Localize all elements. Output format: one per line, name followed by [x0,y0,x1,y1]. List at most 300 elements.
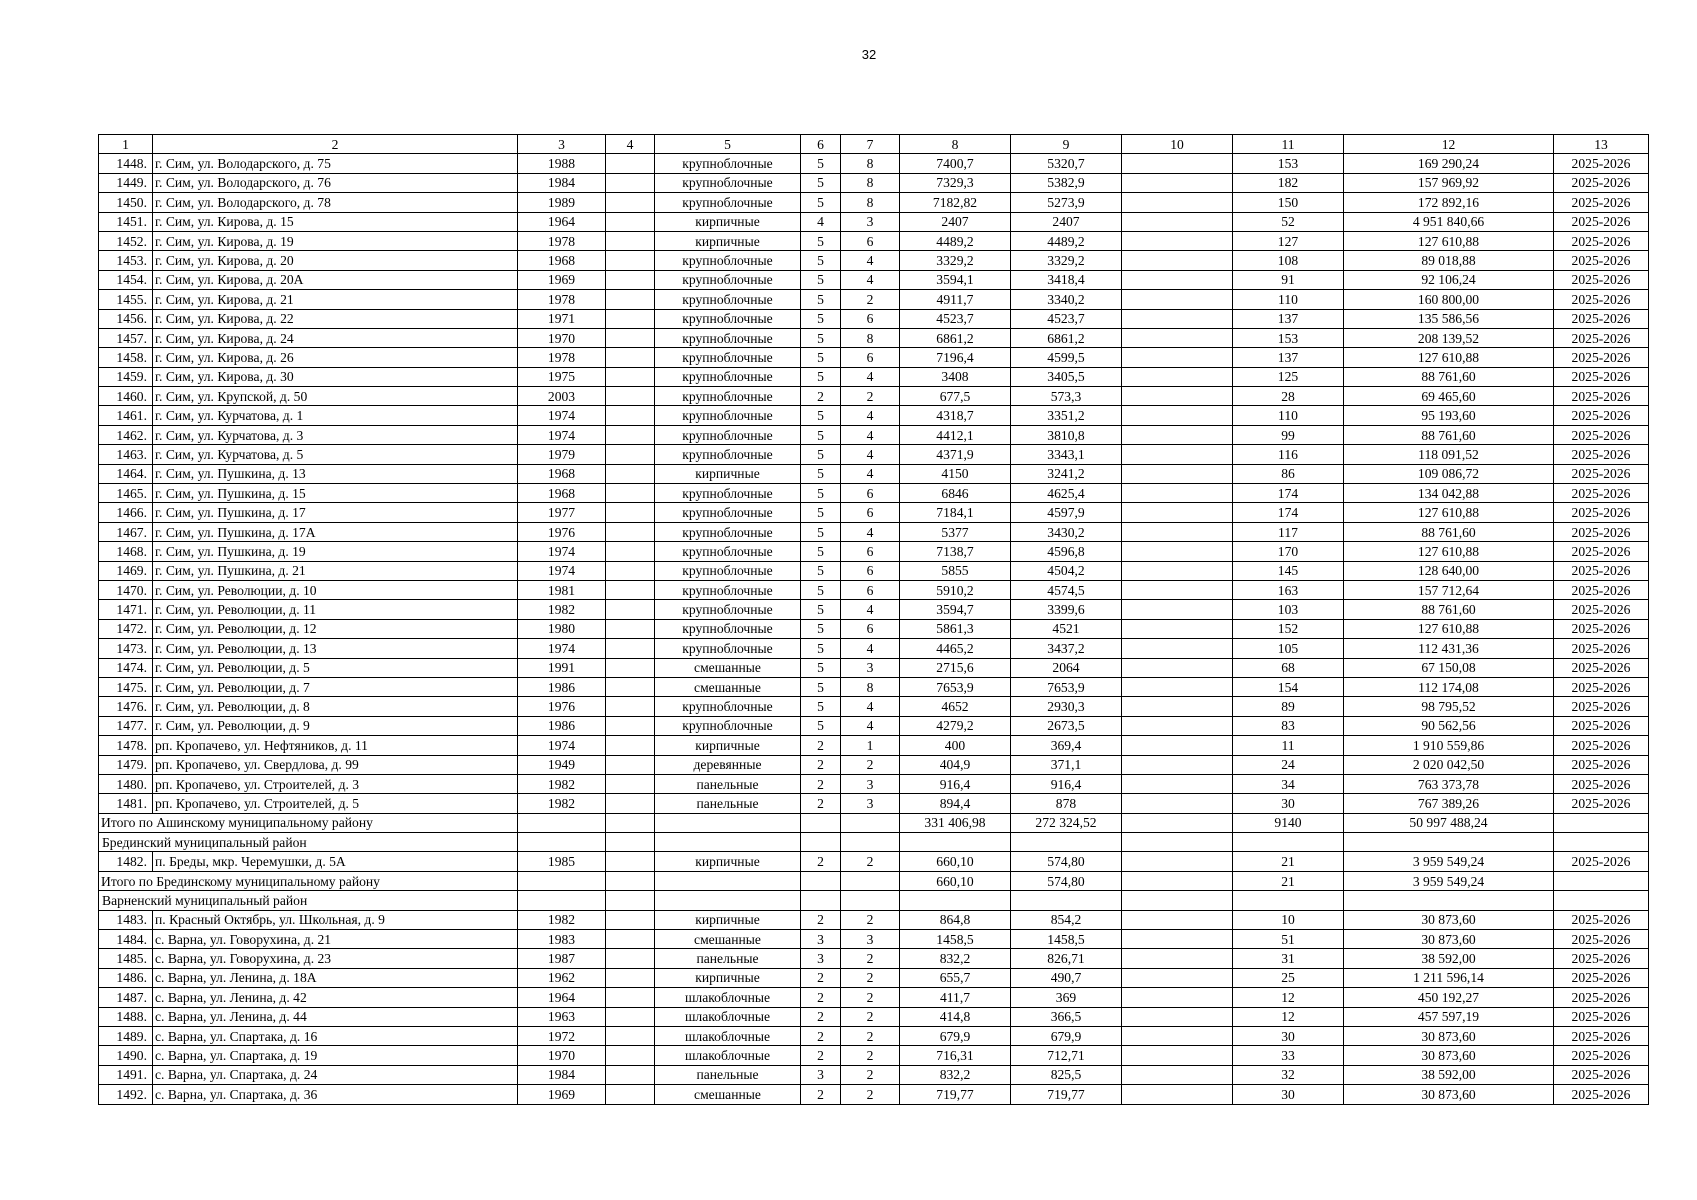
district-name: Брединский муниципальный район [99,833,518,852]
floors-cell: 2 [801,852,841,871]
entrances-cell: 3 [841,212,900,231]
wall-material-cell: кирпичные [655,736,801,755]
total-area-cell: 894,4 [900,794,1011,813]
col4-cell [606,871,655,890]
floors-cell [801,833,841,852]
address-cell: г. Сим, ул. Революции, д. 7 [153,677,518,696]
floors-cell: 2 [801,387,841,406]
row-number-cell: 1485. [99,949,153,968]
column-number: 6 [801,135,841,154]
year-cell [518,833,606,852]
col4-cell [606,561,655,580]
row-number-cell: 1488. [99,1007,153,1026]
address-cell: г. Сим, ул. Курчатова, д. 5 [153,445,518,464]
col10-cell [1122,677,1233,696]
total-area-cell: 5861,3 [900,619,1011,638]
cost-cell: 127 610,88 [1344,542,1554,561]
table-row [99,425,1649,444]
residents-cell: 51 [1233,930,1344,949]
wall-material-cell [655,891,801,910]
col10-cell [1122,755,1233,774]
table-row [99,755,1649,774]
address-cell: с. Варна, ул. Ленина, д. 44 [153,1007,518,1026]
floors-cell: 5 [801,173,841,192]
living-area-cell: 2407 [1011,212,1122,231]
cost-cell: 118 091,52 [1344,445,1554,464]
living-area-cell: 3351,2 [1011,406,1122,425]
col10-cell [1122,484,1233,503]
row-number-cell: 1471. [99,600,153,619]
residents-cell: 21 [1233,852,1344,871]
entrances-cell: 2 [841,1065,900,1084]
row-number-cell: 1466. [99,503,153,522]
living-area-cell: 272 324,52 [1011,813,1122,832]
address-cell: г. Сим, ул. Революции, д. 10 [153,580,518,599]
entrances-cell: 4 [841,522,900,541]
cost-cell: 112 174,08 [1344,677,1554,696]
cost-cell: 127 610,88 [1344,231,1554,250]
living-area-cell: 3405,5 [1011,367,1122,386]
period-cell [1554,871,1649,890]
wall-material-cell: шлакоблочные [655,1046,801,1065]
table-row [99,270,1649,289]
entrances-cell: 4 [841,600,900,619]
floors-cell: 5 [801,542,841,561]
cost-cell: 763 373,78 [1344,774,1554,793]
cost-cell: 112 431,36 [1344,639,1554,658]
period-cell: 2025-2026 [1554,968,1649,987]
total-area-cell: 7653,9 [900,677,1011,696]
cost-cell [1344,833,1554,852]
col10-cell [1122,968,1233,987]
table-row [99,251,1649,270]
total-area-cell: 331 406,98 [900,813,1011,832]
living-area-cell: 719,77 [1011,1085,1122,1104]
floors-cell: 3 [801,949,841,968]
col4-cell [606,1007,655,1026]
floors-cell: 5 [801,658,841,677]
col4-cell [606,251,655,270]
entrances-cell: 6 [841,503,900,522]
row-number-cell: 1484. [99,930,153,949]
living-area-cell: 916,4 [1011,774,1122,793]
entrances-cell [841,871,900,890]
living-area-cell: 826,71 [1011,949,1122,968]
col4-cell [606,658,655,677]
address-cell: г. Сим, ул. Революции, д. 13 [153,639,518,658]
entrances-cell: 6 [841,309,900,328]
residents-cell: 86 [1233,464,1344,483]
floors-cell: 2 [801,988,841,1007]
cost-cell: 767 389,26 [1344,794,1554,813]
floors-cell: 4 [801,212,841,231]
address-cell: г. Сим, ул. Пушкина, д. 19 [153,542,518,561]
total-area-cell: 7138,7 [900,542,1011,561]
living-area-cell: 3340,2 [1011,290,1122,309]
year-cell: 1974 [518,406,606,425]
living-area-cell [1011,833,1122,852]
col10-cell [1122,1046,1233,1065]
row-number-cell: 1452. [99,231,153,250]
col4-cell [606,425,655,444]
wall-material-cell: крупноблочные [655,503,801,522]
col10-cell [1122,561,1233,580]
residents-cell: 150 [1233,193,1344,212]
wall-material-cell: кирпичные [655,852,801,871]
year-cell: 1978 [518,348,606,367]
col4-cell [606,309,655,328]
table-row [99,231,1649,250]
col4-cell [606,464,655,483]
row-number-cell: 1464. [99,464,153,483]
living-area-cell: 4625,4 [1011,484,1122,503]
row-number-cell: 1465. [99,484,153,503]
col4-cell [606,542,655,561]
entrances-cell: 4 [841,367,900,386]
row-number-cell: 1475. [99,677,153,696]
address-cell: с. Варна, ул. Говорухина, д. 23 [153,949,518,968]
row-number-cell: 1453. [99,251,153,270]
column-number: 13 [1554,135,1649,154]
cost-cell: 50 997 488,24 [1344,813,1554,832]
wall-material-cell: кирпичные [655,464,801,483]
cost-cell: 127 610,88 [1344,348,1554,367]
cost-cell: 4 951 840,66 [1344,212,1554,231]
col10-cell [1122,231,1233,250]
residents-cell: 182 [1233,173,1344,192]
living-area-cell: 3430,2 [1011,522,1122,541]
wall-material-cell: крупноблочные [655,387,801,406]
cost-cell: 95 193,60 [1344,406,1554,425]
wall-material-cell: крупноблочные [655,193,801,212]
table-row [99,716,1649,735]
period-cell: 2025-2026 [1554,270,1649,289]
residents-cell: 21 [1233,871,1344,890]
total-area-cell: 5855 [900,561,1011,580]
total-area-cell: 4465,2 [900,639,1011,658]
residents-cell: 24 [1233,755,1344,774]
total-area-cell: 7196,4 [900,348,1011,367]
wall-material-cell: крупноблочные [655,328,801,347]
address-cell: с. Варна, ул. Спартака, д. 36 [153,1085,518,1104]
col10-cell [1122,774,1233,793]
col4-cell [606,231,655,250]
col4-cell [606,367,655,386]
residents-cell: 153 [1233,328,1344,347]
period-cell: 2025-2026 [1554,542,1649,561]
entrances-cell: 2 [841,1007,900,1026]
year-cell: 1963 [518,1007,606,1026]
col4-cell [606,910,655,929]
floors-cell: 2 [801,910,841,929]
wall-material-cell [655,813,801,832]
column-number-header-row [99,135,1649,154]
floors-cell: 3 [801,1065,841,1084]
entrances-cell: 2 [841,755,900,774]
cost-cell: 3 959 549,24 [1344,871,1554,890]
living-area-cell: 3437,2 [1011,639,1122,658]
residents-cell: 12 [1233,1007,1344,1026]
col4-cell [606,1085,655,1104]
cost-cell [1344,891,1554,910]
address-cell: г. Сим, ул. Володарского, д. 78 [153,193,518,212]
row-number-cell: 1490. [99,1046,153,1065]
table-row [99,658,1649,677]
table-row [99,1085,1649,1104]
period-cell: 2025-2026 [1554,328,1649,347]
residents-cell: 116 [1233,445,1344,464]
col4-cell [606,891,655,910]
cost-cell: 88 761,60 [1344,600,1554,619]
table-row [99,910,1649,929]
year-cell: 1969 [518,270,606,289]
period-cell: 2025-2026 [1554,1065,1649,1084]
wall-material-cell: крупноблочные [655,639,801,658]
entrances-cell: 6 [841,348,900,367]
wall-material-cell: кирпичные [655,231,801,250]
period-cell: 2025-2026 [1554,309,1649,328]
wall-material-cell: панельные [655,794,801,813]
wall-material-cell: крупноблочные [655,484,801,503]
cost-cell: 38 592,00 [1344,1065,1554,1084]
total-area-cell: 4911,7 [900,290,1011,309]
row-number-cell: 1463. [99,445,153,464]
row-number-cell: 1454. [99,270,153,289]
floors-cell: 2 [801,1026,841,1045]
district-name: Варненский муниципальный район [99,891,518,910]
wall-material-cell: шлакоблочные [655,1026,801,1045]
residents-cell: 31 [1233,949,1344,968]
col4-cell [606,348,655,367]
year-cell: 1974 [518,639,606,658]
entrances-cell: 4 [841,697,900,716]
entrances-cell [841,813,900,832]
address-cell: г. Сим, ул. Кирова, д. 19 [153,231,518,250]
cost-cell: 92 106,24 [1344,270,1554,289]
address-cell: рп. Кропачево, ул. Строителей, д. 3 [153,774,518,793]
col4-cell [606,988,655,1007]
floors-cell: 2 [801,736,841,755]
table-row [99,794,1649,813]
col4-cell [606,328,655,347]
residents-cell: 33 [1233,1046,1344,1065]
cost-cell: 90 562,56 [1344,716,1554,735]
district-header-row [99,833,1649,852]
total-area-cell: 677,5 [900,387,1011,406]
period-cell: 2025-2026 [1554,503,1649,522]
col10-cell [1122,639,1233,658]
total-area-cell: 7400,7 [900,154,1011,173]
residents-cell: 34 [1233,774,1344,793]
cost-cell: 30 873,60 [1344,910,1554,929]
period-cell: 2025-2026 [1554,464,1649,483]
row-number-cell: 1460. [99,387,153,406]
table-row [99,348,1649,367]
wall-material-cell: крупноблочные [655,367,801,386]
col4-cell [606,697,655,716]
entrances-cell: 2 [841,1085,900,1104]
cost-cell: 67 150,08 [1344,658,1554,677]
address-cell: с. Варна, ул. Спартака, д. 19 [153,1046,518,1065]
col4-cell [606,154,655,173]
col10-cell [1122,871,1233,890]
entrances-cell: 6 [841,542,900,561]
col10-cell [1122,154,1233,173]
living-area-cell: 3418,4 [1011,270,1122,289]
residents-cell: 91 [1233,270,1344,289]
row-number-cell: 1467. [99,522,153,541]
year-cell: 1974 [518,425,606,444]
residents-cell: 152 [1233,619,1344,638]
cost-cell: 98 795,52 [1344,697,1554,716]
col10-cell [1122,1026,1233,1045]
total-area-cell: 679,9 [900,1026,1011,1045]
table-row [99,290,1649,309]
entrances-cell: 4 [841,639,900,658]
floors-cell: 2 [801,755,841,774]
col4-cell [606,503,655,522]
cost-cell: 30 873,60 [1344,1085,1554,1104]
wall-material-cell: смешанные [655,1085,801,1104]
row-number-cell: 1474. [99,658,153,677]
row-number-cell: 1459. [99,367,153,386]
living-area-cell: 4504,2 [1011,561,1122,580]
year-cell: 1989 [518,193,606,212]
col4-cell [606,639,655,658]
col10-cell [1122,406,1233,425]
table-row [99,1065,1649,1084]
living-area-cell: 369 [1011,988,1122,1007]
total-area-cell: 414,8 [900,1007,1011,1026]
living-area-cell: 2930,3 [1011,697,1122,716]
entrances-cell: 6 [841,580,900,599]
period-cell: 2025-2026 [1554,639,1649,658]
year-cell: 1984 [518,1065,606,1084]
col4-cell [606,755,655,774]
entrances-cell: 2 [841,949,900,968]
cost-cell: 457 597,19 [1344,1007,1554,1026]
col10-cell [1122,1007,1233,1026]
total-area-cell: 3329,2 [900,251,1011,270]
living-area-cell: 4523,7 [1011,309,1122,328]
column-number: 12 [1344,135,1554,154]
wall-material-cell: крупноблочные [655,251,801,270]
wall-material-cell: смешанные [655,677,801,696]
table-row [99,852,1649,871]
living-area-cell: 371,1 [1011,755,1122,774]
total-area-cell: 4150 [900,464,1011,483]
col4-cell [606,445,655,464]
address-cell: г. Сим, ул. Курчатова, д. 3 [153,425,518,444]
period-cell: 2025-2026 [1554,600,1649,619]
period-cell: 2025-2026 [1554,561,1649,580]
total-area-cell: 2715,6 [900,658,1011,677]
period-cell: 2025-2026 [1554,445,1649,464]
period-cell: 2025-2026 [1554,251,1649,270]
cost-cell: 128 640,00 [1344,561,1554,580]
col10-cell [1122,290,1233,309]
table-row [99,542,1649,561]
entrances-cell: 2 [841,910,900,929]
floors-cell: 5 [801,425,841,444]
wall-material-cell: крупноблочные [655,716,801,735]
living-area-cell: 825,5 [1011,1065,1122,1084]
row-number-cell: 1470. [99,580,153,599]
entrances-cell: 4 [841,425,900,444]
page-number: 32 [861,47,877,62]
entrances-cell: 3 [841,658,900,677]
year-cell: 1976 [518,522,606,541]
floors-cell: 5 [801,464,841,483]
floors-cell [801,891,841,910]
residents-cell: 127 [1233,231,1344,250]
wall-material-cell: панельные [655,774,801,793]
residents-cell: 10 [1233,910,1344,929]
address-cell: п. Бреды, мкр. Черемушки, д. 5А [153,852,518,871]
total-area-cell: 4318,7 [900,406,1011,425]
year-cell: 1975 [518,367,606,386]
total-area-cell: 400 [900,736,1011,755]
year-cell: 1964 [518,988,606,1007]
col10-cell [1122,697,1233,716]
year-cell: 1970 [518,1046,606,1065]
entrances-cell: 4 [841,270,900,289]
row-number-cell: 1456. [99,309,153,328]
period-cell: 2025-2026 [1554,290,1649,309]
total-area-cell: 1458,5 [900,930,1011,949]
year-cell: 1982 [518,910,606,929]
floors-cell: 5 [801,503,841,522]
living-area-cell: 490,7 [1011,968,1122,987]
wall-material-cell: крупноблочные [655,309,801,328]
col10-cell [1122,251,1233,270]
row-number-cell: 1448. [99,154,153,173]
entrances-cell: 4 [841,251,900,270]
year-cell: 1974 [518,542,606,561]
col10-cell [1122,387,1233,406]
district-header-row [99,891,1649,910]
residents-cell: 163 [1233,580,1344,599]
living-area-cell: 4521 [1011,619,1122,638]
floors-cell: 5 [801,270,841,289]
year-cell: 1976 [518,697,606,716]
table-row [99,503,1649,522]
wall-material-cell: крупноблочные [655,697,801,716]
table-row [99,173,1649,192]
row-number-cell: 1457. [99,328,153,347]
col10-cell [1122,309,1233,328]
wall-material-cell: крупноблочные [655,542,801,561]
wall-material-cell: кирпичные [655,968,801,987]
col10-cell [1122,464,1233,483]
col10-cell [1122,891,1233,910]
col4-cell [606,193,655,212]
address-cell: г. Сим, ул. Пушкина, д. 15 [153,484,518,503]
floors-cell: 5 [801,290,841,309]
entrances-cell: 3 [841,794,900,813]
wall-material-cell [655,871,801,890]
period-cell: 2025-2026 [1554,794,1649,813]
wall-material-cell: крупноблочные [655,290,801,309]
year-cell: 1979 [518,445,606,464]
residents-cell: 32 [1233,1065,1344,1084]
year-cell: 1968 [518,464,606,483]
wall-material-cell: крупноблочные [655,173,801,192]
total-area-cell: 5910,2 [900,580,1011,599]
row-number-cell: 1455. [99,290,153,309]
col10-cell [1122,736,1233,755]
table-row [99,367,1649,386]
